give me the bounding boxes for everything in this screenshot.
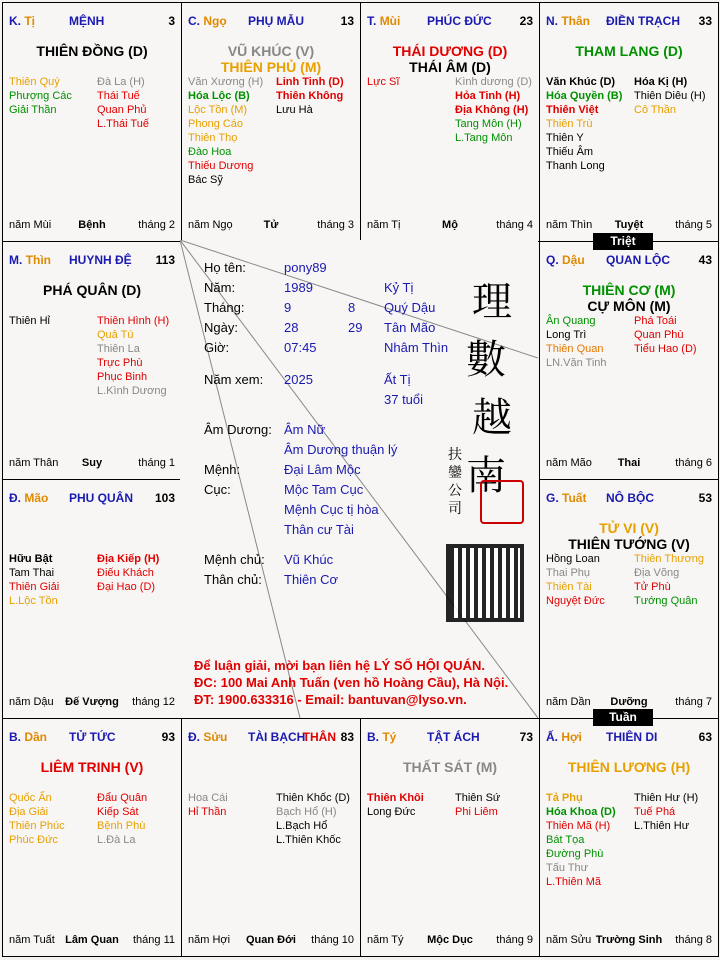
star-item: Thiên Tài [546, 581, 592, 593]
star-item: Thiếu Dương [188, 160, 254, 172]
star-item: Phúc Đức [9, 833, 58, 846]
main-star: THÁI ÂM (D) [409, 59, 491, 75]
palace-name: ĐIỀN TRẠCH [606, 14, 680, 28]
palace-number: 3 [168, 14, 175, 28]
star-item: Đẩu Quân [97, 791, 148, 804]
center-info-panel [180, 240, 538, 718]
life-stage: Quan Đới [246, 934, 296, 946]
year-label: năm Mùi [9, 218, 52, 231]
contact-note: ĐC: 100 Mai Anh Tuấn (ven hồ Hoàng Cầu), Hà Nội. [194, 675, 509, 690]
month-label: tháng 12 [132, 695, 175, 708]
info-label: Ngày: [204, 320, 238, 335]
star-item: Phá Toái [634, 314, 677, 327]
branch-label: Mùi [379, 14, 401, 28]
star-item: Hỉ Thần [188, 805, 227, 818]
left-stars [546, 314, 607, 370]
stem-label: Đ. [9, 491, 21, 505]
branch-label: Ngọ [203, 14, 227, 28]
info-label: Mệnh: [204, 462, 241, 477]
branch-label: Dần [24, 729, 48, 744]
main-star: THAM LANG (D) [575, 43, 683, 59]
star-item: L.Thái Tuế [97, 118, 149, 130]
star-item: Long Đức [367, 805, 416, 818]
info-value: Âm Dương thuận lý [284, 442, 398, 457]
left-stars [9, 314, 50, 328]
star-item: Thiên Phúc [9, 819, 65, 832]
branch-label: Tý [382, 729, 397, 744]
stem-label: N. [546, 14, 558, 28]
info-label: Cục: [204, 482, 231, 497]
namxem-label: Năm xem: [204, 372, 264, 387]
star-item: Thiên Khôi [367, 791, 424, 804]
star-item: Lưu Hà [276, 104, 313, 116]
star-item: Địa Kiếp (H) [97, 553, 160, 565]
main-star: CỰ MÔN (M) [587, 297, 671, 314]
star-item: Hóa Quyền (B) [546, 90, 623, 102]
left-stars [188, 791, 228, 819]
palace-number: 113 [155, 252, 175, 267]
star-item: Thiên Trù [546, 118, 593, 130]
star-item: Hóa Khoa (D) [546, 805, 616, 818]
palace-header [188, 14, 354, 28]
month-label: tháng 7 [675, 695, 712, 708]
right-stars [455, 75, 532, 145]
star-item: Hữu Bật [9, 553, 53, 565]
star-item: Thiên Hỉ [9, 314, 50, 327]
month-label: tháng 8 [675, 934, 712, 946]
info-value: Mộc Tam Cục [284, 482, 364, 497]
palace-name: QUAN LỘC [606, 252, 670, 267]
palace-header [9, 730, 175, 744]
main-star: THIÊN TƯỚNG (V) [568, 536, 690, 552]
palace-cell-dan[interactable] [2, 718, 182, 958]
red-stamp-icon [480, 480, 524, 524]
left-stars [546, 791, 616, 889]
info-value: pony89 [284, 260, 327, 275]
star-item: Kình dương (D) [455, 76, 532, 88]
palace-number: 13 [340, 14, 354, 28]
star-item: Quốc Ấn [9, 791, 52, 804]
palace-cell-thin[interactable] [2, 241, 182, 481]
star-item: Tang Môn (H) [455, 118, 522, 130]
info-value: 1989 [284, 280, 313, 295]
year-label: năm Dần [546, 695, 591, 708]
seal-character: 越 [472, 395, 512, 441]
right-stars [97, 552, 159, 594]
than-marker: THÂN [302, 729, 336, 744]
star-item: Tiểu Hao (D) [634, 342, 697, 355]
stem-label: K. [9, 14, 21, 28]
namxem-canchi: Ất Tị [384, 372, 411, 387]
left-stars [546, 552, 605, 608]
info-label: Mệnh chủ: [204, 552, 265, 567]
year-label: năm Sửu [546, 934, 592, 946]
contact-note: Để luận giải, mời bạn liên hệ LÝ SỐ HỘI QUÁN. [194, 658, 485, 673]
info-label: Âm Dương: [204, 422, 272, 437]
palace-cell-tuat[interactable] [539, 479, 719, 719]
main-star: THÁI DƯƠNG (D) [392, 43, 508, 59]
palace-cell-ty[interactable] [360, 718, 540, 958]
palace-cell-than[interactable] [539, 2, 719, 242]
star-item: Nguyệt Đức [546, 595, 605, 607]
star-item: Quan Phủ [97, 104, 147, 116]
palace-footer [367, 219, 533, 233]
palace-cell-mui[interactable] [360, 2, 540, 242]
year-label: năm Tý [367, 934, 404, 946]
left-stars [9, 552, 59, 608]
star-item: Địa Giải [9, 805, 49, 818]
palace-name: HUYNH ĐỆ [69, 252, 132, 267]
palace-header [188, 730, 354, 744]
palace-footer [367, 934, 533, 948]
star-item: Thiên La [97, 342, 140, 355]
palace-footer [546, 934, 712, 948]
palace-number: 83 [340, 729, 354, 744]
palace-header [546, 14, 712, 28]
palace-cell-ti[interactable] [2, 2, 182, 242]
life-stage: Dưỡng [610, 695, 648, 708]
palace-name: PHU QUÂN [69, 491, 134, 505]
month-label: tháng 4 [496, 218, 533, 231]
stem-label: Đ. [188, 729, 200, 744]
star-item: L.Thiên Hư [634, 819, 690, 832]
palace-footer [9, 457, 175, 471]
life-stage: Suy [81, 457, 103, 469]
palace-cell-dau[interactable] [539, 241, 719, 481]
star-item: Tam Thai [9, 567, 55, 579]
left-stars [188, 75, 263, 187]
year-label: năm Thân [9, 457, 59, 469]
star-item: Quan Phù [634, 328, 684, 341]
palace-header [367, 14, 533, 28]
info-value: Thân cư Tài [284, 522, 354, 537]
palace-footer [546, 219, 712, 233]
branch-label: Tuất [562, 491, 587, 505]
month-label: tháng 11 [132, 934, 175, 946]
star-item: Phong Cáo [188, 118, 244, 130]
main-star: TỬ VI (V) [599, 520, 659, 536]
info-value: Đại Lâm Mộc [284, 462, 361, 477]
palace-number: 23 [519, 14, 533, 28]
stem-label: M. [9, 252, 23, 267]
stem-label: Q. [546, 252, 559, 267]
year-label: năm Mão [546, 457, 592, 469]
month-label: tháng 3 [317, 218, 354, 231]
palace-header [9, 14, 175, 28]
stem-label: B. [9, 729, 21, 744]
left-stars [367, 791, 424, 819]
right-stars [455, 791, 500, 819]
star-item: L.Tang Môn [455, 132, 513, 144]
star-item: Thiên Hình (H) [97, 314, 170, 327]
star-item: Thiên Thọ [188, 132, 238, 144]
star-item: Linh Tinh (D) [276, 76, 344, 88]
year-label: năm Hợi [188, 934, 231, 946]
palace-header [546, 730, 712, 744]
right-stars [276, 791, 350, 847]
namxem-value: 2025 [284, 372, 313, 387]
month-label: tháng 10 [311, 934, 354, 946]
star-item: L.Thiên Mã [546, 875, 602, 888]
star-item: Tử Phù [634, 581, 671, 593]
star-item: Thiên Không [276, 90, 344, 102]
life-stage: Mộc Dục [427, 934, 473, 946]
canchi-value: Nhâm Thìn [384, 340, 449, 355]
star-item: Phi Liêm [455, 805, 498, 818]
branch-label: Dậu [562, 252, 585, 267]
star-item: Phục Binh [97, 370, 148, 383]
star-item: L.Đà La [97, 833, 136, 846]
palace-footer [9, 696, 175, 710]
stem-label: T. [367, 14, 377, 28]
main-star: THIÊN ĐỒNG (D) [36, 43, 148, 59]
month-label: tháng 6 [675, 457, 712, 469]
star-item: LN.Văn Tinh [546, 356, 607, 369]
info-value: 07:45 [284, 340, 317, 355]
info-label: Thân chủ: [204, 572, 262, 587]
info-label: Năm: [204, 280, 236, 295]
star-item: Thiên Giải [9, 581, 60, 593]
branch-label: Hợi [561, 729, 582, 744]
palace-name: TẬT ÁCH [427, 729, 480, 744]
star-item: Ân Quang [546, 314, 596, 327]
star-item: Thiên Hư (H) [634, 791, 699, 804]
right-stars [276, 75, 344, 117]
palace-number: 53 [698, 491, 712, 505]
life-stage: Tuyệt [614, 218, 644, 231]
info-value: Mệnh Cục tị hòa [284, 502, 379, 517]
palace-number: 103 [154, 491, 175, 505]
palace-name: NÔ BỘC [606, 491, 654, 505]
canchi-value: Quý Dậu [384, 300, 436, 315]
info-value: Âm Nữ [284, 422, 326, 437]
month-label: tháng 5 [675, 218, 712, 231]
main-star: THIÊN CƠ (M) [582, 281, 676, 298]
palace-header [546, 253, 712, 267]
star-item: Địa Không (H) [455, 104, 529, 116]
lunar-value: 8 [348, 300, 356, 315]
star-item: Bệnh Phù [97, 819, 146, 832]
info-value: 9 [284, 300, 292, 315]
lunar-value: 29 [348, 320, 363, 335]
star-item: Hồng Loan [546, 553, 600, 565]
palace-number: 33 [698, 14, 712, 28]
main-star: THẤT SÁT (M) [402, 758, 498, 775]
star-item: Hóa Lộc (B) [188, 90, 250, 102]
branch-label: Thân [561, 14, 591, 28]
star-item: Thiên Khốc (D) [276, 791, 350, 804]
star-item: L.Bạch Hổ [276, 819, 328, 832]
life-stage: Lâm Quan [65, 934, 119, 946]
palace-header [9, 253, 175, 267]
palace-name: PHÚC ĐỨC [427, 14, 492, 28]
star-item: Phượng Các [9, 90, 72, 102]
left-stars [367, 75, 399, 89]
branch-label: Sửu [203, 729, 228, 744]
palace-footer [9, 934, 175, 948]
life-stage: Tử [263, 218, 279, 231]
info-value: Thiên Cơ [284, 572, 339, 587]
star-item: Thái Tuế [97, 90, 140, 102]
right-stars [97, 314, 169, 398]
month-label: tháng 9 [496, 934, 533, 946]
star-item: L.Lộc Tồn [9, 595, 58, 607]
star-item: L.Thiên Khốc [276, 833, 341, 846]
year-label: năm Tuất [9, 934, 55, 946]
info-label: Giờ: [204, 340, 230, 355]
star-item: Thiên Sứ [455, 791, 501, 804]
info-label: Họ tên: [204, 260, 246, 275]
info-value: 28 [284, 320, 299, 335]
right-stars [97, 75, 149, 131]
right-stars [634, 314, 697, 356]
star-item: Bạch Hổ (H) [276, 805, 337, 818]
star-item: Thiên Thương [634, 553, 705, 565]
seal-character: 數 [466, 337, 506, 383]
right-stars [97, 791, 147, 847]
main-star: VŨ KHÚC (V) [227, 43, 315, 59]
palace-name: THIÊN DI [606, 729, 658, 744]
branch-label: Tị [24, 14, 36, 28]
star-item: Hỏa Tinh (H) [455, 90, 521, 102]
star-item: Bác Sỹ [188, 174, 223, 186]
star-item: Hóa Kị (H) [634, 76, 688, 88]
year-label: năm Thìn [546, 218, 593, 231]
canchi-value: Kỷ Tị [384, 280, 414, 295]
palace-number: 93 [161, 729, 175, 744]
main-star: THIÊN PHỦ (M) [220, 59, 322, 75]
star-item: Địa Võng [634, 567, 680, 579]
star-item: Thiên Quý [9, 76, 60, 88]
palace-footer [9, 219, 175, 233]
year-label: năm Tị [367, 218, 401, 231]
year-label: năm Dậu [9, 695, 54, 708]
palace-cell-mao[interactable] [2, 479, 182, 719]
stem-label: G. [546, 491, 559, 505]
star-item: Thiên Mã (H) [546, 819, 611, 832]
palace-number: 43 [698, 252, 712, 267]
life-stage: Bệnh [78, 218, 106, 231]
right-stars [634, 791, 698, 833]
info-value: Vũ Khúc [284, 552, 334, 567]
star-item: Tuế Phá [634, 805, 676, 818]
month-label: tháng 1 [138, 457, 175, 469]
star-item: Tướng Quân [634, 595, 698, 607]
palace-name: TÀI BẠCH [248, 729, 306, 744]
contact-note: ĐT: 1900.633316 - Email: bantuvan@lyso.vn. [194, 692, 467, 707]
left-stars [9, 791, 65, 847]
palace-footer [188, 934, 354, 948]
palace-header [546, 491, 712, 505]
palace-name: PHỤ MẪU [248, 14, 304, 28]
year-label: năm Ngọ [188, 218, 233, 231]
palace-number: 73 [519, 729, 533, 744]
seal-character: 理 [472, 279, 512, 325]
star-item: Thiên Việt [546, 104, 599, 116]
palace-footer [546, 696, 712, 710]
stem-label: B. [367, 729, 379, 744]
palace-number: 63 [698, 729, 712, 744]
palace-cell-suu[interactable] [181, 718, 361, 958]
star-item: Bát Tọa [546, 833, 585, 846]
star-item: Long Trì [546, 328, 587, 341]
branch-label: Thìn [25, 252, 52, 267]
canchi-value: Tân Mão [384, 320, 436, 335]
palace-header [367, 730, 533, 744]
star-item: Quả Tú [97, 328, 134, 341]
tuan-tag: Tuần [593, 709, 653, 726]
palace-header [9, 491, 175, 505]
life-stage: Thai [617, 457, 641, 469]
palace-cell-ngo[interactable] [181, 2, 361, 242]
star-item: Điếu Khách [97, 567, 154, 579]
life-stage: Đế Vượng [65, 695, 119, 708]
stem-label: C. [188, 14, 200, 28]
left-stars [9, 75, 72, 117]
seal-character: 南 [466, 453, 506, 499]
main-star: PHÁ QUÂN (D) [43, 281, 141, 298]
stem-label: Ấ. [546, 729, 558, 744]
star-item: L.Kình Dương [97, 384, 167, 397]
main-star: LIÊM TRINH (V) [40, 758, 144, 775]
star-item: Thiếu Âm [546, 146, 594, 158]
star-item: Tả Phụ [546, 791, 583, 804]
star-item: Thai Phụ [546, 567, 591, 579]
star-item: Văn Xương (H) [188, 76, 264, 88]
palace-name: MỆNH [69, 14, 105, 28]
star-item: Thiên Y [546, 132, 584, 144]
star-item: Đào Hoa [188, 146, 232, 158]
month-label: tháng 2 [138, 218, 175, 231]
branch-label: Mão [24, 491, 49, 505]
star-item: Đại Hao (D) [97, 581, 156, 593]
star-item: Thiên Diêu (H) [634, 90, 706, 102]
palace-name: TỬ TỨC [69, 729, 116, 744]
star-item: Lực Sĩ [367, 76, 400, 88]
info-label: Tháng: [204, 300, 245, 315]
seal-small-text: 扶鑾公司 [448, 447, 462, 517]
star-item: Thiên Quan [546, 342, 604, 355]
star-item: Tấu Thư [546, 861, 589, 874]
star-item: Kiếp Sát [97, 805, 139, 818]
qr-code-icon[interactable] [450, 548, 520, 618]
triet-tag: Triệt [593, 233, 653, 250]
right-stars [634, 75, 706, 117]
palace-cell-hoi[interactable] [539, 718, 719, 958]
right-stars [634, 552, 704, 608]
star-item: Lộc Tồn (M) [188, 104, 248, 116]
life-stage: Mộ [442, 218, 458, 231]
star-item: Hoa Cái [188, 791, 228, 804]
star-item: Đà La (H) [97, 76, 145, 88]
palace-footer [546, 457, 712, 471]
star-item: Cô Thần [634, 104, 676, 116]
star-item: Đường Phù [546, 847, 604, 860]
star-item: Giải Thần [9, 104, 57, 116]
star-item: Thanh Long [546, 160, 605, 172]
star-item: Trực Phù [97, 356, 143, 369]
left-stars [546, 75, 622, 173]
age-value: 37 tuổi [384, 392, 424, 407]
palace-footer [188, 219, 354, 233]
star-item: Văn Khúc (D) [546, 76, 616, 88]
life-stage: Trường Sinh [595, 934, 663, 946]
main-star: THIÊN LƯƠNG (H) [567, 758, 691, 775]
